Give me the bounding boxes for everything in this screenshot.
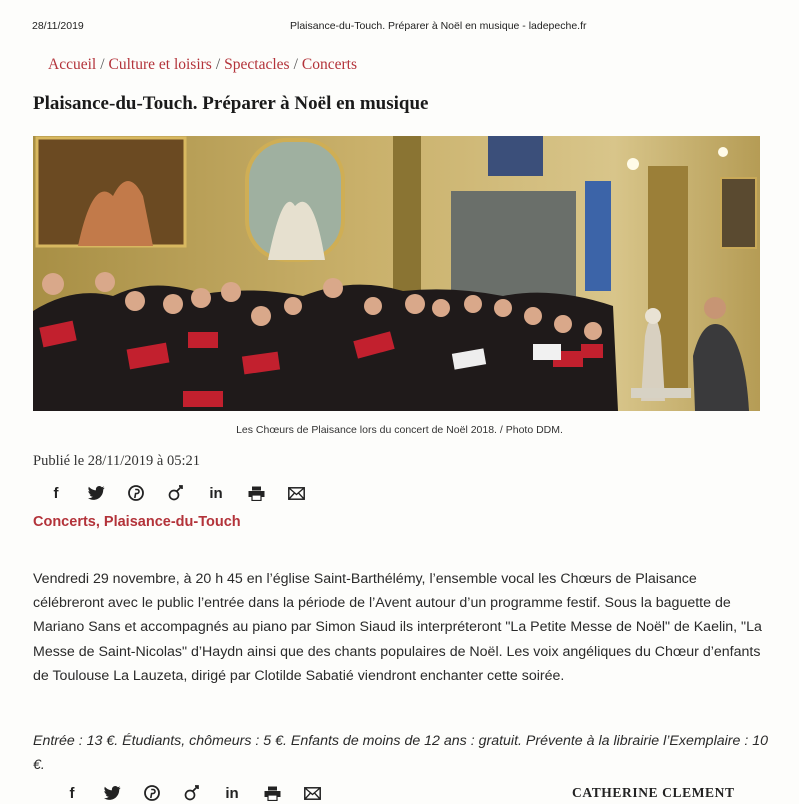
facebook-icon[interactable]: f	[53, 484, 59, 502]
print-icon[interactable]	[236, 482, 276, 504]
photo-caption: Les Chœurs de Plaisance lors du concert de Noël 2018. / Photo DDM.	[236, 424, 563, 436]
tag-plaisance-du-touch[interactable]: Plaisance-du-Touch	[103, 514, 241, 530]
breadcrumb-separator: /	[215, 56, 221, 73]
breadcrumb-separator: /	[100, 56, 105, 73]
article-title: Plaisance-du-Touch. Préparer à Noël en musique	[33, 93, 429, 114]
print-date: 28/11/2019	[32, 20, 84, 32]
breadcrumb-spectacles[interactable]: Spectacles	[224, 56, 290, 73]
email-icon[interactable]	[292, 782, 332, 804]
article-body: Vendredi 29 novembre, à 20 h 45 en l’église Saint-Barthélémy, l’ensemble vocal les Chœurs de Plaisance célébreront avec le public l’entrée dans la période de l’Avent autour d’un programme festif. Sous la baguette de Mariano Sans et accompagnés au piano par Simon Siaud ils interpréteront "La Petite Messe de Noël" de Kaelin, "La Messe de Saint-Nicolas" d’Haydn ainsi que des chants populaires de Noël. Les voix angéliques du Chœur d’enfants de Toulouse La Lauzeta, dirigé par Clotilde Sabatié viendront enchanter cette soirée.	[33, 571, 762, 684]
share-bar-bottom	[52, 782, 332, 804]
breadcrumb	[48, 56, 357, 74]
choir-photo-illustration	[33, 136, 760, 411]
flipboard-icon[interactable]	[156, 482, 196, 504]
tag-separator: ,	[95, 514, 104, 530]
linkedin-icon[interactable]: in	[209, 484, 223, 502]
tag-concerts[interactable]: Concerts	[33, 514, 96, 530]
share-bar-top	[36, 482, 316, 504]
article-photo	[33, 136, 760, 411]
linkedin-icon[interactable]: in	[225, 784, 239, 802]
breadcrumb-culture-et-loisirs[interactable]: Culture et loisirs	[108, 56, 212, 73]
email-icon[interactable]	[276, 482, 316, 504]
facebook-icon[interactable]: f	[69, 784, 75, 802]
print-page-title: Plaisance-du-Touch. Préparer à Noël en musique - ladepeche.fr	[290, 20, 587, 32]
breadcrumb-accueil[interactable]: Accueil	[48, 56, 97, 73]
breadcrumb-separator: /	[293, 56, 298, 73]
pinterest-icon[interactable]	[132, 782, 172, 804]
twitter-icon[interactable]	[76, 482, 116, 504]
article-tags	[33, 514, 241, 530]
print-icon[interactable]	[252, 782, 292, 804]
twitter-icon[interactable]	[92, 782, 132, 804]
article-prices: Entrée : 13 €. Étudiants, chômeurs : 5 €. Enfants de moins de 12 ans : gratuit. Prévente à la librairie l’Exemplaire : 10 €.	[33, 733, 768, 774]
flipboard-icon[interactable]	[172, 782, 212, 804]
breadcrumb-concerts[interactable]: Concerts	[301, 56, 357, 73]
published-date: Publié le 28/11/2019 à 05:21	[33, 453, 201, 469]
print-header	[0, 20, 799, 36]
article-author: CATHERINE CLEMENT	[572, 785, 735, 800]
pinterest-icon[interactable]	[116, 482, 156, 504]
